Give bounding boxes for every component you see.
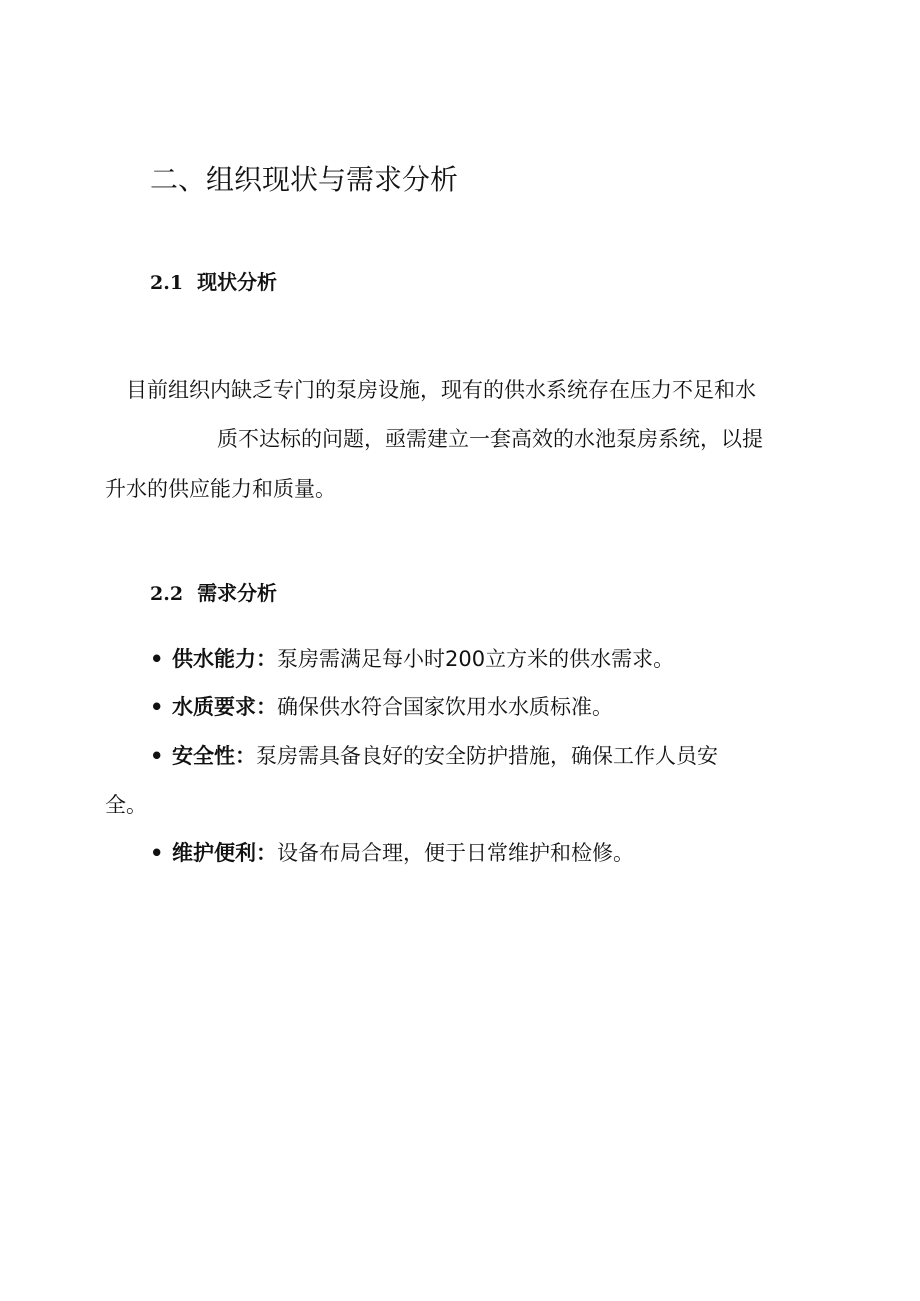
paragraph-line: 质不达标的问题，亟需建立一套高效的水池泵房系统，以提 <box>217 427 763 451</box>
list-item-label: 维护便利： <box>172 841 277 865</box>
section-heading-needs <box>150 577 277 606</box>
list-item-label: 水质要求： <box>172 695 277 719</box>
list-item-continuation: 全。 <box>105 793 147 817</box>
list-item <box>150 697 613 718</box>
list-item-label: 安全性： <box>172 744 256 768</box>
list-item-text: 确保供水符合国家饮用水水质标准。 <box>277 695 613 719</box>
section-number: 2.2 <box>150 583 184 605</box>
list-item <box>150 649 674 670</box>
section-heading-status <box>150 266 277 295</box>
bullet-icon: • <box>150 647 164 671</box>
list-item-label: 供水能力： <box>172 647 277 671</box>
bullet-icon: • <box>150 744 164 768</box>
bullet-icon: • <box>150 695 164 719</box>
paragraph-line: 升水的供应能力和质量。 <box>105 477 336 501</box>
list-item-text: 设备布局合理，便于日常维护和检修。 <box>277 841 634 865</box>
list-item-text: 泵房需具备良好的安全防护措施，确保工作人员安 <box>256 744 718 768</box>
section-title: 需求分析 <box>197 581 278 605</box>
paragraph-line: 目前组织内缺乏专门的泵房设施，现有的供水系统存在压力不足和水 <box>126 378 756 402</box>
section-number: 2.1 <box>150 272 184 294</box>
section-title: 现状分析 <box>197 270 278 294</box>
bullet-icon: • <box>150 841 164 865</box>
list-item-text: 泵房需满足每小时200立方米的供水需求。 <box>277 647 675 671</box>
chapter-heading: 二、组织现状与需求分析 <box>150 163 459 196</box>
list-item <box>150 746 718 767</box>
list-item <box>150 843 634 864</box>
